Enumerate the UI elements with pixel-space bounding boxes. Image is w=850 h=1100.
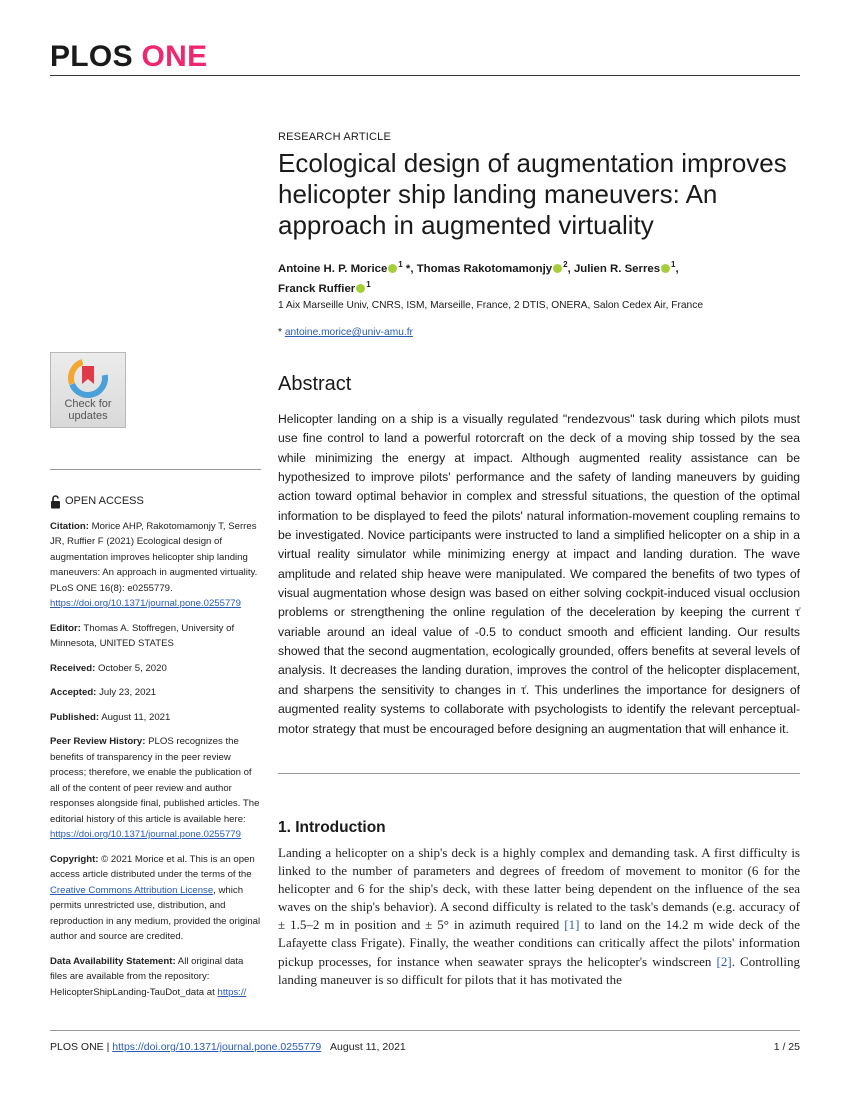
check-updates-label: Check for updates [64,398,112,422]
data-availability: Data Availability Statement: All original data files are available from the repository: HelicopterShipLanding-TauDot_data at https:// [50,955,247,998]
published-date: Published: August 11, 2021 [50,711,171,723]
introduction-text: Landing a helicopter on a ship's deck is a highly complex and demanding task. A first difficulty is linked to the number of parameters and degrees of freedom of movement to monitor (6 for the helicopter and 6 for the ship's deck, with these latter being dependent on the influence of the sea waves on the ship's behavior). A second difficulty is related to the task's demands (e.g. accuracy of ± 1.5–2 m in position and ± 5° in azimuth required [1] to land on the 14.2 m wide deck of the Lafayette class Frigate). Finally, the weather conditions can critically affect the pilots' information pickup processes, for instance when seawater sprays the helicopter's windscreen [2]. Controlling landing maneuver is so difficult for pilots that it has motivated the [278,845,801,987]
page-number: 1 / 25 [773,1041,800,1053]
orcid-icon[interactable] [661,264,670,273]
author-morice[interactable]: Antoine H. P. Morice $^1$ [278,260,403,275]
editor: Editor: Thomas A. Stoffregen, University of Minnesota, UNITED STATES [50,622,235,649]
author-serres[interactable]: Julien R. Serres $^1$ [573,260,676,275]
header-divider [50,75,800,76]
open-access-badge: OPEN ACCESS [50,494,262,510]
accepted-date: Accepted: July 23, 2021 [50,687,157,698]
logo-plos-text: PLOS [50,40,133,73]
article-type: RESEARCH ARTICLE [278,131,392,143]
orcid-icon[interactable] [553,264,562,273]
footer-divider [50,1030,800,1031]
orcid-icon[interactable] [356,284,365,293]
author-ruffier[interactable]: Franck Ruffier $^1$ [278,279,371,295]
email-link[interactable]: antoine.morice@univ-amu.fr [284,327,413,338]
footer-doi-link[interactable]: https://doi.org/10.1371/journal.pone.0255779 [112,1041,322,1053]
check-for-updates-button[interactable] [50,352,126,428]
page-footer [50,1041,800,1053]
corresponding-email: * antoine.morice@univ-amu.fr [278,327,413,338]
article-title: Ecological design of augmentation improves helicopter ship landing maneuvers: An approach in augmented virtuality [278,148,787,240]
citation: Citation: Morice AHP, Rakotomamonjy T, Serres JR, Ruffier F (2021) Ecological design of augmentation improves helicopter ship landing maneuvers: An approach in augmented virtuality. PLoS ONE 16(8): e0255779. https://doi.org/10.1371/journal.pone.0255779 [50,520,258,609]
introduction-heading: 1. Introduction [278,819,386,836]
affiliations: 1 Aix Marseille Univ, CNRS, ISM, Marseille, France, 2 DTIS, ONERA, Salon Cedex Air, France [278,300,703,311]
sidebar-divider [50,469,261,470]
open-lock-icon [50,495,61,509]
received-date: Received: October 5, 2020 [50,662,167,674]
peer-review-link[interactable]: https://doi.org/10.1371/journal.pone.0255779 [50,829,241,840]
check-updates-icon [68,358,108,398]
sidebar-metadata [50,494,262,1009]
abstract-divider [278,773,800,774]
plos-one-logo[interactable] [50,40,207,74]
author-list: Antoine H. P. Morice $^1$ *, Thomas Rakotomamonjy $^2$, Julien R. Serres $^1$, Franck Ruffier $^1$ [278,260,679,295]
peer-review-history: Peer Review History: PLOS recognizes the benefits of transparency in the peer review process; therefore, we enable the publication of all of the content of peer review and author responses alongside final, published articles. The editorial history of this article is available here: https://doi.org/10.1371/journal.pone.0255779 [50,736,260,840]
reference-link-1[interactable]: [1] [564,917,580,933]
cc-license-link[interactable]: Creative Commons Attribution License [50,884,214,896]
abstract-text: Helicopter landing on a ship is a visually regulated "rendezvous" task during which pilots must use fine control to land a powerful rotorcraft on the deck of a moving ship tossed by the sea while minimizing the energy at impact. Although augmented reality assistance can be hypothesized to improve pilots' performance and the safety of landing maneuvers by guiding action toward optimal behavior in complex and stressful situations, the question of the optimal information to be displayed to feed the pilots' natural information-movement coupling remains to be investigated. Novice participants were instructed to land a simplified helicopter on a ship in a virtual reality simulator while minimizing energy at impact and landing duration. The wave amplitude and related ship heave were manipulated. We compared the benefits of two types of visual augmentation whose design was based on either solving cockpit-induced visual occlusion problems or strengthening the online regulation of the deceleration by keeping the current τ̇ variable around an ideal value of -0.5 to conduct smooth and efficient landing. Our results showed that the second augmentation, ecologically grounded, offers benefits at several levels of analysis. It decreases the landing duration, improves the control of the helicopter displacement, and sharpens the sensitivity to changes in τ̇. This underlines the importance for designers of augmented reality systems to collaborate with psychologists to identify the relevant perceptual-motor strategy that must be encouraged before designing an augmentation that will enhance it. [278,412,800,736]
footer-journal: PLOS ONE | [50,1041,110,1053]
logo-one-text: ONE [141,40,208,73]
data-repository-link[interactable]: https:// [217,986,247,998]
orcid-icon[interactable] [388,264,397,273]
footer-date: August 11, 2021 [330,1041,406,1053]
copyright: Copyright: © 2021 Morice et al. This is an open access article distributed under the terms of the Creative Commons Attribution License, which permits unrestricted use, distribution, and reproduction in any medium, provided the original author and source are credited. [50,853,261,942]
author-rakotomamonjy[interactable]: Thomas Rakotomamonjy $^2$ [416,260,568,275]
reference-link-2[interactable]: [2] [716,953,732,969]
abstract-heading: Abstract [278,373,352,395]
citation-doi-link[interactable]: https://doi.org/10.1371/journal.pone.0255779 [50,598,241,609]
